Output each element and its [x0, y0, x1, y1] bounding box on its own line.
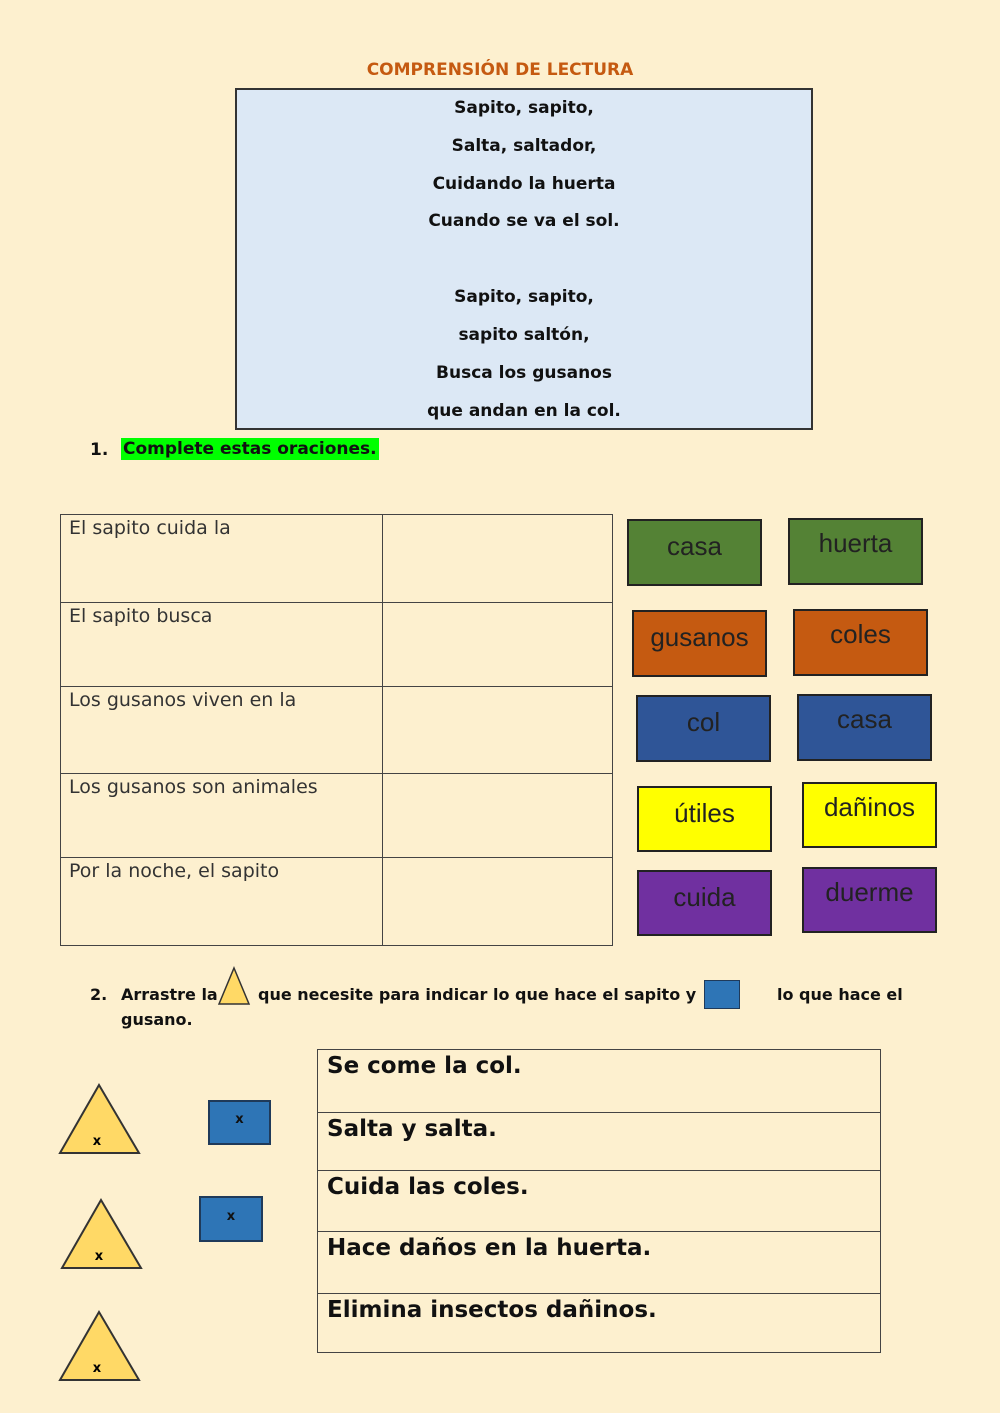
table-row — [318, 1050, 881, 1113]
statement-text: Salta y salta. — [318, 1113, 881, 1171]
word-card-duerme[interactable]: duerme — [802, 867, 937, 933]
word-card-casa[interactable]: casa — [797, 694, 932, 761]
sentence-text: Los gusanos viven en la — [61, 687, 383, 774]
question-2-text-part1: Arrastre la — [121, 985, 218, 1004]
word-card-coles[interactable]: coles — [793, 609, 928, 676]
statement-text: Hace daños en la huerta. — [318, 1232, 881, 1294]
poem-line: Sapito, sapito, — [454, 287, 594, 307]
word-card-casa[interactable]: casa — [627, 519, 762, 586]
statement-text: Se come la col. — [318, 1050, 881, 1113]
table-row — [318, 1171, 881, 1232]
poem-line: Cuando se va el sol. — [428, 211, 620, 231]
table-row — [61, 603, 613, 687]
word-card-col[interactable]: col — [636, 695, 771, 762]
drop-zone[interactable] — [383, 687, 613, 774]
word-card-gusanos[interactable]: gusanos — [632, 610, 767, 677]
question-2-text-part3: lo que hace el — [777, 985, 903, 1004]
word-card-cuida[interactable]: cuida — [637, 870, 772, 936]
triangle-marker[interactable] — [58, 1310, 142, 1382]
triangle-icon — [217, 966, 251, 1006]
question-1-text: Complete estas oraciones. — [123, 439, 377, 459]
page-title: COMPRENSIÓN DE LECTURA — [366, 60, 634, 80]
question-2-number: 2. — [90, 985, 108, 1004]
triangle-marker[interactable] — [58, 1083, 142, 1155]
drop-zone[interactable] — [383, 603, 613, 687]
statement-text: Elimina insectos dañinos. — [318, 1294, 881, 1353]
table-row — [318, 1232, 881, 1294]
table-row — [61, 687, 613, 774]
table-row — [61, 774, 613, 858]
triangle-marker[interactable] — [60, 1198, 144, 1270]
marker-label: x — [94, 1249, 104, 1264]
sentence-text: Los gusanos son animales — [61, 774, 383, 858]
statement-table — [317, 1049, 881, 1353]
square-marker[interactable]: x — [199, 1196, 263, 1242]
table-row — [318, 1113, 881, 1171]
poem-line: Busca los gusanos — [436, 363, 612, 383]
table-row — [318, 1294, 881, 1353]
square-marker[interactable]: x — [208, 1100, 271, 1145]
poem-box — [235, 88, 813, 430]
sentence-text: El sapito cuida la — [61, 515, 383, 603]
marker-label: x — [92, 1134, 102, 1149]
sentence-text: Por la noche, el sapito — [61, 858, 383, 946]
table-row — [61, 858, 613, 946]
word-card-huerta[interactable]: huerta — [788, 518, 923, 585]
poem-line: sapito saltón, — [458, 325, 590, 345]
drop-zone[interactable] — [383, 774, 613, 858]
question-2-text-part2: que necesite para indicar lo que hace el sapito y — [258, 985, 697, 1004]
drop-zone[interactable] — [383, 858, 613, 946]
poem-line: que andan en la col. — [427, 401, 621, 421]
sentence-table — [60, 514, 613, 946]
word-card-utiles[interactable]: útiles — [637, 786, 772, 852]
square-icon — [704, 980, 740, 1009]
marker-label: x — [92, 1361, 102, 1376]
question-2-text-part4: gusano. — [121, 1010, 193, 1029]
poem-line: Cuidando la huerta — [432, 174, 616, 194]
word-card-daninos[interactable]: dañinos — [802, 782, 937, 848]
drop-zone[interactable] — [383, 515, 613, 603]
poem-line: Sapito, sapito, — [454, 98, 594, 118]
question-1-number: 1. — [90, 440, 109, 460]
poem-line: Salta, saltador, — [451, 136, 597, 156]
statement-text: Cuida las coles. — [318, 1171, 881, 1232]
sentence-text: El sapito busca — [61, 603, 383, 687]
table-row — [61, 515, 613, 603]
